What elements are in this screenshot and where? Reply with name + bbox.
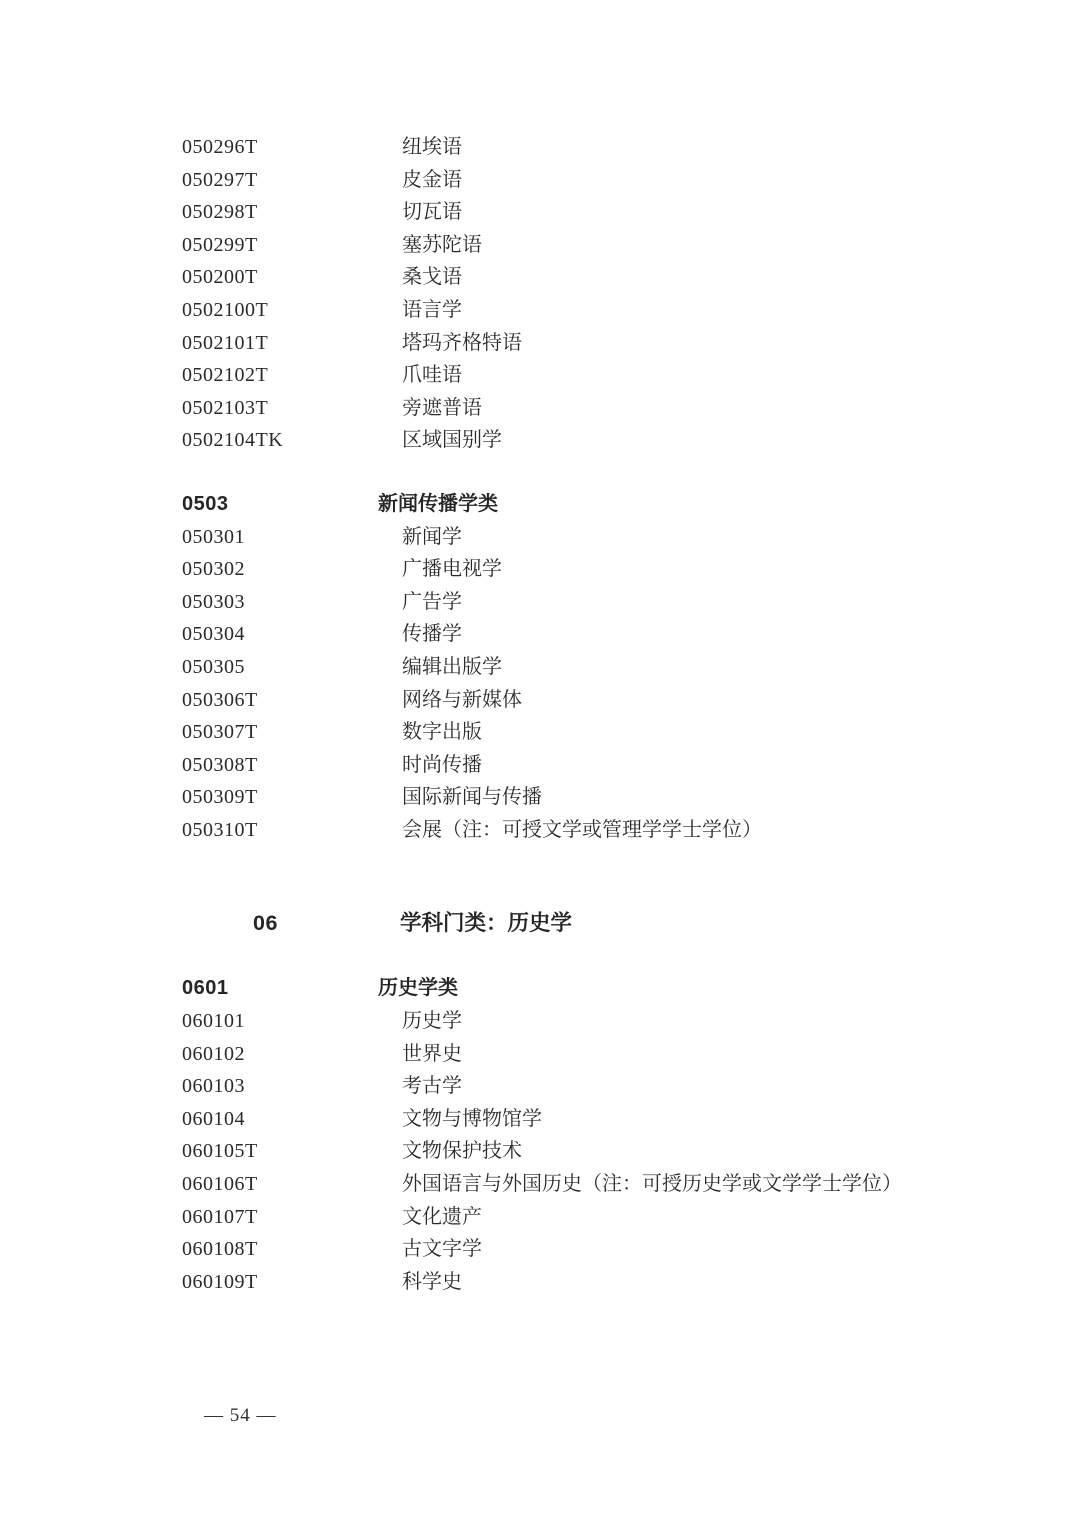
major-code: 050299T	[182, 233, 258, 256]
major-class-code: 0601	[182, 977, 229, 1000]
catalog-entry-row	[0, 618, 1080, 651]
major-name: 文化遗产	[402, 1205, 482, 1228]
catalog-entry-row	[0, 814, 1080, 847]
catalog-entry-row	[0, 716, 1080, 749]
major-name: 文物与博物馆学	[402, 1107, 542, 1130]
major-name: 塔玛齐格特语	[402, 331, 522, 354]
major-code: 050309T	[182, 786, 258, 809]
major-code: 050200T	[182, 266, 258, 289]
major-code: 060106T	[182, 1173, 258, 1196]
page-number: — 54 —	[204, 1405, 277, 1426]
major-code: 050302	[182, 558, 245, 581]
major-name: 语言学	[402, 298, 462, 321]
catalog-entry-row	[0, 424, 1080, 457]
catalog-entry-row	[0, 781, 1080, 814]
major-name: 外国语言与外国历史（注：可授历史学或文学学士学位）	[402, 1173, 902, 1196]
catalog-entry-row	[0, 131, 1080, 164]
catalog-entry-row	[0, 392, 1080, 425]
catalog-entry-row	[0, 1103, 1080, 1136]
major-name: 塞苏陀语	[402, 233, 482, 256]
major-code: 050296T	[182, 136, 258, 158]
discipline-title: 学科门类：历史学	[400, 911, 573, 936]
major-name: 网络与新媒体	[402, 688, 522, 711]
major-code: 060104	[182, 1107, 245, 1130]
entries-continuation-group	[0, 131, 1080, 457]
major-name: 传播学	[402, 623, 462, 646]
catalog-entry-row	[0, 521, 1080, 554]
catalog-entry-row	[0, 1168, 1080, 1201]
major-name: 纽埃语	[402, 136, 462, 158]
catalog-entry-row	[0, 684, 1080, 717]
major-code: 050305	[182, 655, 245, 678]
catalog-entry-row	[0, 229, 1080, 262]
major-code: 050307T	[182, 721, 258, 744]
catalog-entry-row	[0, 359, 1080, 392]
catalog-entry-row	[0, 1201, 1080, 1234]
major-name: 切瓦语	[402, 201, 462, 224]
major-name: 科学史	[402, 1270, 462, 1293]
major-name: 历史学	[402, 1010, 462, 1033]
major-code: 060101	[182, 1010, 245, 1033]
discipline-category-group	[0, 905, 1080, 941]
major-name: 文物保护技术	[402, 1140, 522, 1163]
catalog-entry-row	[0, 1233, 1080, 1266]
discipline-category-heading	[0, 905, 1080, 941]
major-name: 古文字学	[402, 1238, 482, 1261]
major-class-group	[0, 488, 1080, 847]
major-code: 060105T	[182, 1140, 258, 1163]
major-name: 区域国别学	[402, 429, 502, 452]
major-class-group	[0, 972, 1080, 1298]
major-code: 050298T	[182, 201, 258, 224]
catalog-entry-row	[0, 261, 1080, 294]
major-code: 0502103T	[182, 396, 269, 419]
major-code: 050301	[182, 525, 245, 548]
major-code: 050297T	[182, 168, 258, 191]
major-code: 0502100T	[182, 298, 269, 321]
catalog-entry-row	[0, 651, 1080, 684]
catalog-entry-row	[0, 164, 1080, 197]
catalog-entry-row	[0, 327, 1080, 360]
major-name: 会展（注：可授文学或管理学学士学位）	[402, 818, 762, 841]
major-name: 世界史	[402, 1042, 462, 1065]
major-name: 皮金语	[402, 168, 462, 191]
major-name: 广播电视学	[402, 558, 502, 581]
major-code: 050308T	[182, 753, 258, 776]
catalog-entry-row	[0, 1038, 1080, 1071]
major-code: 050310T	[182, 818, 258, 841]
major-name: 时尚传播	[402, 753, 482, 776]
major-name: 考古学	[402, 1075, 462, 1098]
major-class-heading	[0, 972, 1080, 1005]
major-name: 国际新闻与传播	[402, 786, 542, 809]
major-code: 060109T	[182, 1270, 258, 1293]
catalog-entry-row	[0, 553, 1080, 586]
major-class-name: 历史学类	[378, 977, 458, 1000]
major-class-name: 新闻传播学类	[378, 492, 498, 515]
major-code: 0502102T	[182, 364, 269, 387]
catalog-entry-row	[0, 586, 1080, 619]
major-code: 050306T	[182, 688, 258, 711]
major-class-code: 0503	[182, 492, 229, 515]
major-code: 060102	[182, 1042, 245, 1065]
major-class-heading	[0, 488, 1080, 521]
discipline-code: 06	[253, 911, 278, 936]
catalog-entry-row	[0, 294, 1080, 327]
catalog-entry-row	[0, 1005, 1080, 1038]
major-code: 050303	[182, 590, 245, 613]
major-code: 060107T	[182, 1205, 258, 1228]
major-code: 050304	[182, 623, 245, 646]
catalog-entry-row	[0, 196, 1080, 229]
catalog-entry-row	[0, 1135, 1080, 1168]
major-name: 旁遮普语	[402, 396, 482, 419]
major-code: 0502101T	[182, 331, 269, 354]
catalog-entry-row	[0, 1070, 1080, 1103]
major-name: 桑戈语	[402, 266, 462, 289]
major-name: 爪哇语	[402, 364, 462, 387]
major-name: 数字出版	[402, 721, 482, 744]
catalog-entry-row	[0, 749, 1080, 782]
major-code: 060108T	[182, 1238, 258, 1261]
major-code: 0502104TK	[182, 429, 284, 452]
major-name: 编辑出版学	[402, 655, 502, 678]
catalog-entry-row	[0, 1266, 1080, 1299]
major-name: 新闻学	[402, 525, 462, 548]
major-code: 060103	[182, 1075, 245, 1098]
major-name: 广告学	[402, 590, 462, 613]
